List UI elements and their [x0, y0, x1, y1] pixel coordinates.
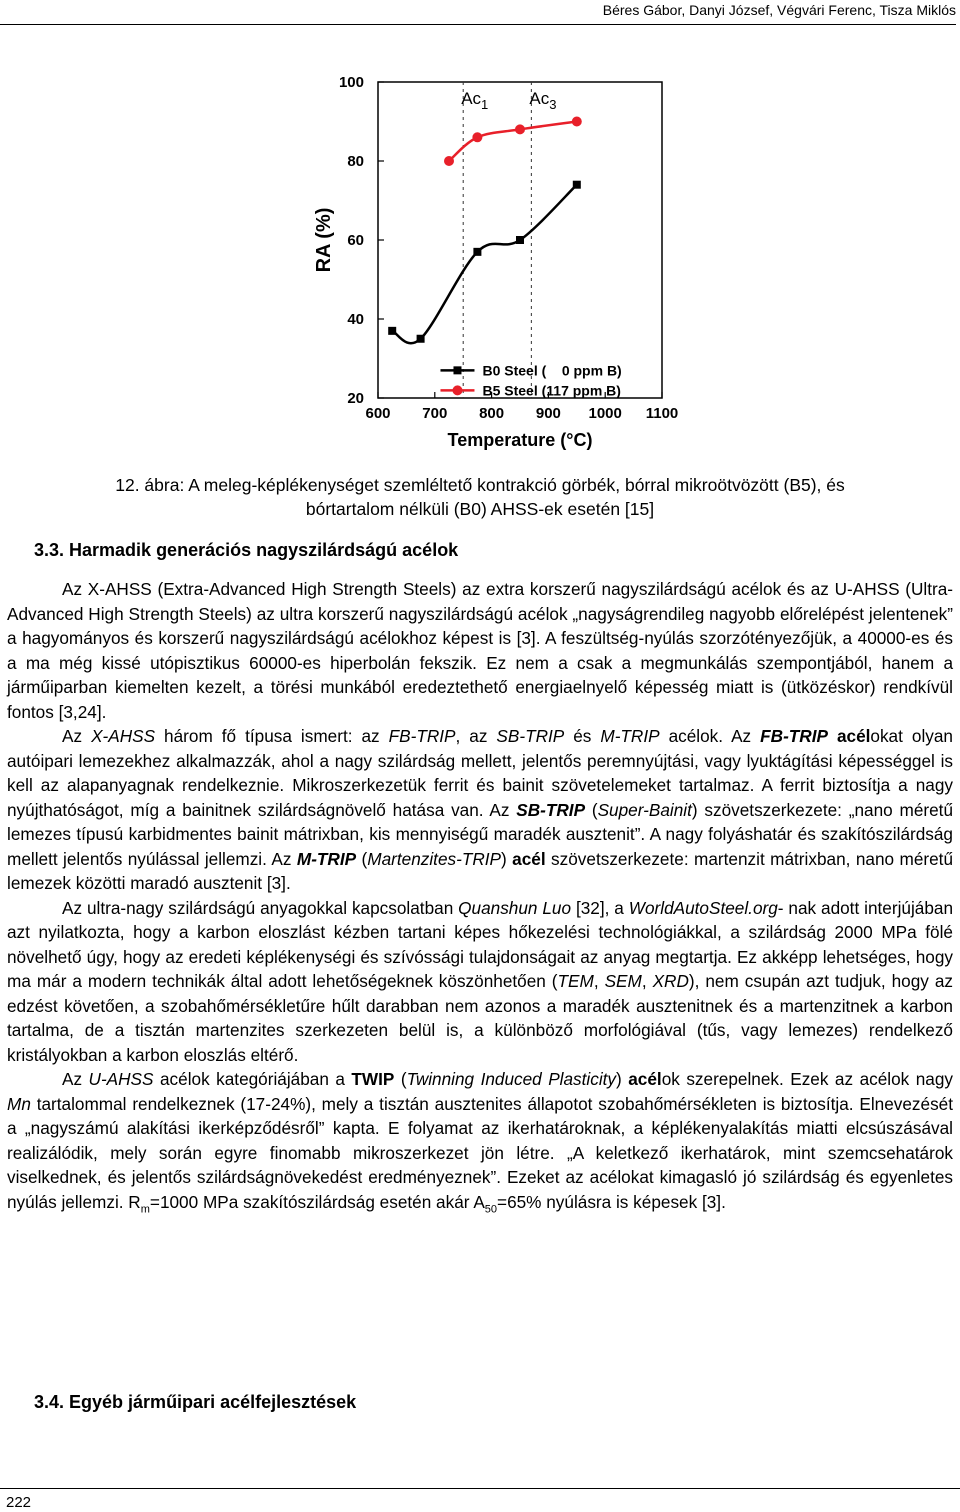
- annotation-label: $Ac_1$: [461, 89, 489, 112]
- header-authors: Béres Gábor, Danyi József, Végvári Ferenc, Tisza Miklós: [602, 2, 956, 18]
- b0-trend-line: [392, 185, 577, 344]
- x-tick-label: 1000: [588, 405, 622, 422]
- x-tick-label: 700: [422, 405, 448, 422]
- section-heading-3-4: 3.4. Egyéb járműipari acélfejlesztések: [34, 1392, 357, 1412]
- y-axis-label: RA (%): [313, 207, 335, 273]
- x-axis-label: Temperature (°C): [447, 430, 593, 450]
- paragraph-3: Az ultra-nagy szilárdságú anyagokkal kapcsolatban Quanshun Luo [32], a WorldAutoSteel.org- nak adott interjújában azt nyilatkozta, hogy a karbon eloszlást kézben tartani képes hőkezelési technológiákkal, a szilárdság 2000 MPa fölé növelhető úgy, hogy az eredeti képlékenységi és szívóssági tulajdonságait az anyag megtartja. Ez akképp lehetséges, hogy ma már a modern technikák által adott lehetőségeknek köszönhetően (TEM, SEM, XRD), nem csupán azt tudjuk, hogy az edzést követően, a szobahőmérsékletűre hűlt darabban nem azonos a maradék ausztenitnek és a martenzitnek a karbon tartalma, de a tisztán martenzites szerkezeten belül is, a különböző morfológiával (tűs, vagy lemezes) rendelkező kristályokban a karbon eloszlás eltérő.: [7, 897, 953, 1065]
- b0-data-point: [516, 236, 524, 244]
- y-tick-label: 40: [347, 311, 364, 328]
- legend-marker-circle: [452, 385, 462, 395]
- b5-data-point: [444, 156, 454, 166]
- b0-data-point: [473, 248, 481, 256]
- legend-marker-square: [453, 366, 461, 374]
- legend-label: B5 Steel (117 ppm B): [482, 382, 621, 399]
- b5-data-point: [572, 117, 582, 127]
- b5-data-point: [472, 132, 482, 142]
- b0-data-point: [417, 335, 425, 343]
- paragraph-1: Az X-AHSS (Extra-Advanced High Strength Steels) az extra korszerű nagyszilárdságú acélok és az U-AHSS (Ultra-Advanced High Strength Steels) az ultra korszerű nagyszilárdságú acélok „nagyságrendileg nagyobb előrelépést jelentenek” a hagyományos és korszerű nagyszilárdságú acélokhoz képest is [3]. A feszültség-nyúlás szorzótényezőjük, a 40000-es és a ma még kissé utópisztikus 60000-es hiperbolán fekszik. Ez nem a csak a megmunkálás szempontjából, hanem a járműiparban kiemelten kezelt, a törési munkából eredeztethető energiaelnyelő képesség miatt is (ütközéskor) rendkívül fontos [3,24].: [7, 579, 953, 722]
- b0-data-point: [573, 181, 581, 189]
- ra-temperature-chart: [300, 60, 680, 460]
- b5-data-point: [515, 124, 525, 134]
- b5-trend-line: [449, 122, 577, 162]
- paragraph-2: Az X-AHSS három fő típusa ismert: az FB-TRIP, az SB-TRIP és M-TRIP acélok. Az FB-TRIP acélokat olyan autóipari lemezekhez alkalmazzák, ahol a nagy szilárdság mellett, jelentős peremnyújtási, vagy lyuktágítási képességgel is kell az alapanyagnak rendelkeznie. Mikroszerkezetük ferrit és bainit szövetelemeket tartalmaz. A ferrit biztosítja a nagy nyújthatóságot, míg a bainitnek szilárdságnövelő hatása van. Az SB-TRIP (Super-Bainit) szövetszerkezete: „nano méretű lemezes típusú karbidmentes bainit mátrixban, kis mennyiségű maradék ausztenit”. A nagy folyáshatár és szakítószilárdság mellett jelentős nyúlással jellemzi. Az M-TRIP (Martenzites-TRIP) acél szövetszerkezete: martenzit mátrixban, nano méretű lemezek közötti maradó ausztenit [3].: [7, 726, 954, 893]
- section-heading-3-3: 3.3. Harmadik generációs nagyszilárdságú acélok: [34, 540, 459, 560]
- x-tick-label: 1100: [645, 405, 679, 422]
- y-tick-label: 60: [347, 232, 364, 249]
- paragraph-4: Az U-AHSS acélok kategóriájában a TWIP (Twinning Induced Plasticity) acélok szerepelnek. Ezek az acélok nagy Mn tartalommal rendelkeznek (17-24%), mely a tisztán ausztenites állapotot szobahőmérsékleten is biztosítja. Elnevezését a „nagyszámú alakítási ikerképződésről” kapta. E folyamat az ikerhatároknak, a képlékenyalakítás miatti elcsúszásával realizálódik, mely során egyre finomabb mikroszerkezet jön létre. „A keletkező ikerhatárok, mint szemcsehatárok viselkednek, és jelentős szilárdságnövekedést eredményeznek”. Ezeket az acélokat kimagasló jó szilárdság és egyenletes nyúlás jellemzi. $R_m=1000$ MPa szakítószilárdság esetén akár $A_{50}=65\%$ nyúlásra is képesek [3].: [7, 1069, 953, 1215]
- annotation-label: $Ac_3$: [529, 89, 557, 112]
- figure-caption-line2: bórtartalom nélküli (B0) AHSS-ek esetén [15]: [305, 499, 655, 519]
- b0-data-point: [388, 327, 396, 335]
- y-tick-label: 100: [338, 74, 364, 91]
- section-3-3-body: [7, 577, 953, 1221]
- running-header: [0, 0, 956, 25]
- y-tick-label: 20: [347, 390, 364, 407]
- x-tick-label: 900: [535, 405, 561, 422]
- x-tick-label: 600: [365, 405, 391, 422]
- x-tick-label: 800: [479, 405, 505, 422]
- legend-label: B0 Steel ( 0 ppm B): [482, 362, 622, 379]
- y-tick-label: 80: [347, 153, 364, 170]
- footer-rule: [0, 1488, 960, 1489]
- page-number: 222: [6, 1494, 32, 1511]
- figure-caption-line1: 12. ábra: A meleg-képlékenységet szemléltető kontrakció görbék, bórral mikroötvözött (B5), és: [115, 475, 845, 495]
